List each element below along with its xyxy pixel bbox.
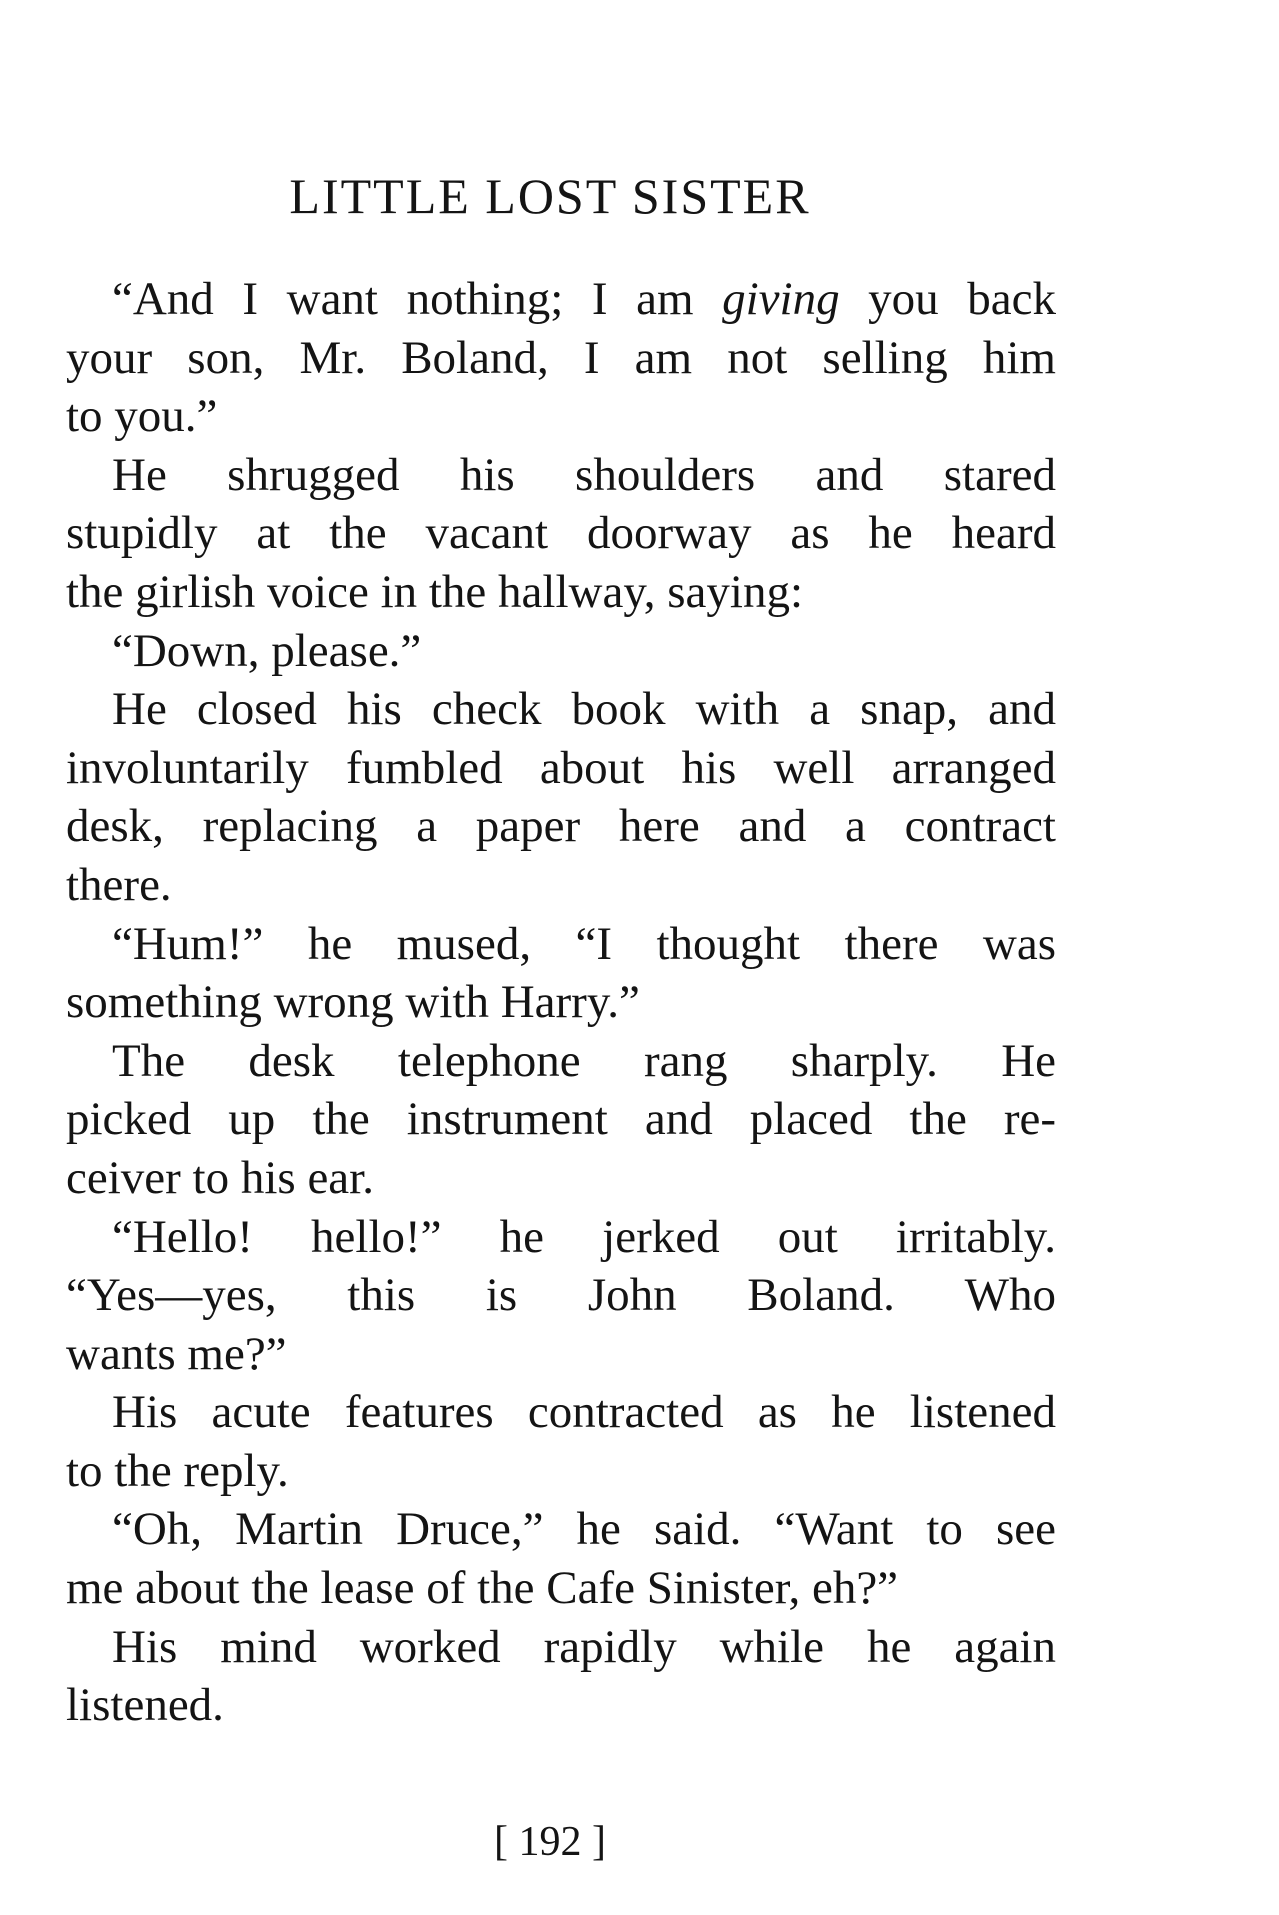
text-line: His mind worked rapidly while he again (112, 1620, 1056, 1673)
running-head: LITTLE LOST SISTER (289, 168, 811, 224)
text-line: stupidly at the vacant doorway as he heard (66, 507, 1056, 560)
text-line: His acute features contracted as he listened (112, 1386, 1056, 1439)
text-line: ceiver to his ear. (66, 1151, 374, 1204)
text-line: your son, Mr. Boland, I am not selling him (66, 331, 1056, 384)
paragraph (66, 915, 1056, 1032)
page-number: [ 192 ] (494, 1819, 606, 1865)
text-line: involuntarily fumbled about his well arranged (66, 741, 1056, 794)
text-line: wants me?” (66, 1327, 287, 1380)
text-line: “Yes—yes, this is John Boland. Who (66, 1269, 1056, 1322)
text-line: desk, replacing a paper here and a contract (66, 800, 1056, 853)
text-line: “Oh, Martin Druce,” he said. “Want to see (112, 1503, 1056, 1556)
text-line: listened. (66, 1679, 224, 1732)
text-line: picked up the instrument and placed the re- (66, 1093, 1056, 1146)
paragraph (66, 622, 1056, 681)
text-line: to the reply. (66, 1444, 289, 1497)
paragraph (66, 270, 1056, 446)
text-line: He shrugged his shoulders and stared (112, 448, 1056, 501)
text-line: something wrong with Harry.” (66, 976, 640, 1029)
text-line: the girlish voice in the hallway, saying: (66, 565, 804, 618)
italic-word: giving (722, 273, 840, 325)
text-line: “Hello! hello!” he jerked out irritably. (112, 1210, 1056, 1263)
text-line: “And I want nothing; I am giving you back (112, 273, 1056, 325)
paragraph (66, 1500, 1056, 1617)
text-line: He closed his check book with a snap, and (112, 683, 1056, 736)
paragraph (66, 1383, 1056, 1500)
text-line: “Hum!” he mused, “I thought there was (112, 917, 1056, 970)
paragraph (66, 446, 1056, 622)
text-line: to you.” (66, 390, 218, 443)
text-line: “Down, please.” (112, 624, 422, 677)
paragraph (66, 1208, 1056, 1384)
text-line: there. (66, 858, 172, 911)
text-line: The desk telephone rang sharply. He (112, 1034, 1056, 1087)
paragraph (66, 1618, 1056, 1735)
paragraph (66, 1032, 1056, 1208)
paragraph (66, 680, 1056, 914)
text-line: me about the lease of the Cafe Sinister, eh?” (66, 1562, 899, 1615)
body-text (66, 270, 1056, 1735)
